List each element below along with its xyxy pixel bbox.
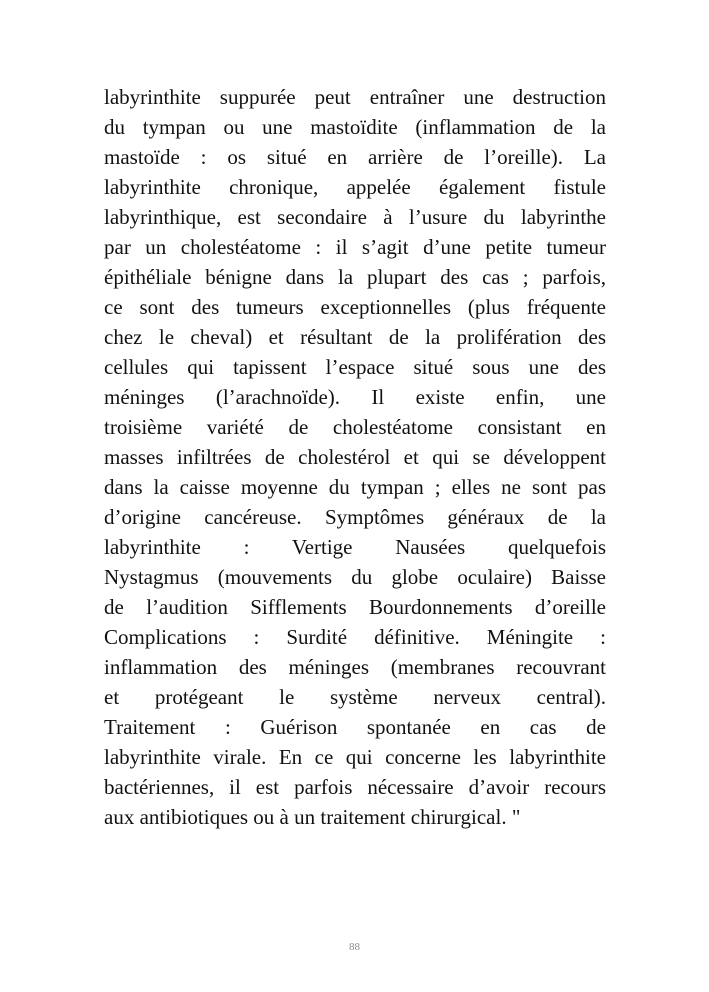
text-line: cellules qui tapissent l’espace situé sous une des [104, 355, 606, 379]
text-line: Nystagmus (mouvements du globe oculaire) Baisse [104, 565, 606, 589]
text-line: Traitement : Guérison spontanée en cas de [104, 715, 606, 739]
text-line: chez le cheval) et résultant de la prolifération des [104, 325, 606, 349]
text-line: méninges (l’arachnoïde). Il existe enfin, une [104, 385, 606, 409]
text-line: aux antibiotiques ou à un traitement chirurgical. " [104, 805, 521, 829]
text-line: labyrinthite chronique, appelée également fistule [104, 175, 606, 199]
text-line: troisième variété de cholestéatome consistant en [104, 415, 606, 439]
text-line: mastoïde : os situé en arrière de l’oreille). La [104, 145, 606, 169]
text-line: labyrinthite virale. En ce qui concerne les labyrinthite [104, 745, 606, 769]
text-line: labyrinthique, est secondaire à l’usure du labyrinthe [104, 205, 606, 229]
text-line: labyrinthite suppurée peut entraîner une destruction [104, 85, 606, 109]
text-line: Complications : Surdité définitive. Méningite : [104, 625, 606, 649]
body-text [104, 82, 606, 832]
text-line: d’origine cancéreuse. Symptômes généraux de la [104, 505, 606, 529]
text-line: dans la caisse moyenne du tympan ; elles ne sont pas [104, 475, 606, 499]
text-line: inflammation des méninges (membranes recouvrant [104, 655, 606, 679]
text-line: du tympan ou une mastoïdite (inflammation de la [104, 115, 606, 139]
text-line: masses infiltrées de cholestérol et qui se développent [104, 445, 606, 469]
text-line: par un cholestéatome : il s’agit d’une petite tumeur [104, 235, 606, 259]
text-line: et protégeant le système nerveux central). [104, 685, 606, 709]
text-line: épithéliale bénigne dans la plupart des cas ; parfois, [104, 265, 606, 289]
page-number: 88 [349, 941, 360, 953]
text-line: labyrinthite : Vertige Nausées quelquefois [104, 535, 606, 559]
text-line: de l’audition Sifflements Bourdonnements d’oreille [104, 595, 606, 619]
text-line: ce sont des tumeurs exceptionnelles (plus fréquente [104, 295, 606, 319]
text-line: bactériennes, il est parfois nécessaire d’avoir recours [104, 775, 606, 799]
